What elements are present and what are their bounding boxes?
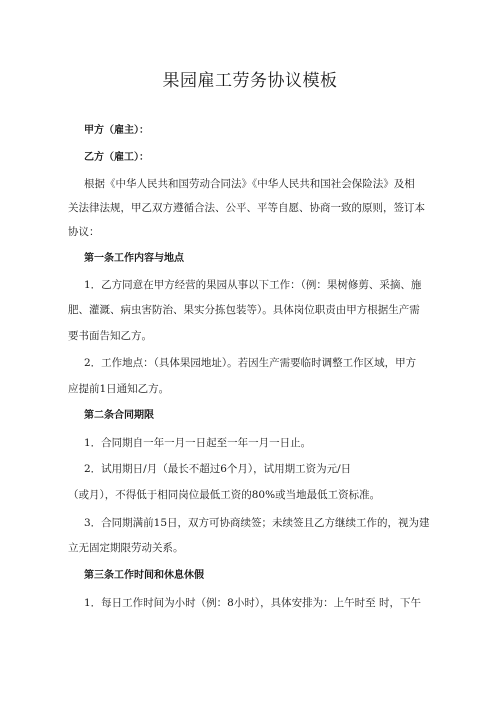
section-line: 肥、灌溉、病虫害防治、果实分拣包装等）。具体岗位职责由甲方根据生产需 (68, 304, 420, 316)
section-line: 1．乙方同意在甲方经营的果园从事以下工作：（例：果树修剪、采摘、施 (84, 279, 422, 291)
section-line: 2．试用期日/月（最长不超过6个月），试用期工资为元/日 (84, 463, 352, 475)
section-line: 2．工作地点：（具体果园地址）。若因生产需要临时调整工作区域，甲方 (84, 357, 417, 369)
section-line: 1．合同期自一年一月一日起至一年一月一日止。 (84, 437, 312, 449)
document-title: 果园雇工劳务协议模板 (162, 71, 338, 91)
section-heading: 第三条工作时间和休息休假 (84, 570, 204, 581)
section-line: 立无固定期限劳动关系。 (68, 542, 184, 554)
section-heading: 第一条工作内容与地点 (84, 253, 184, 264)
party-b-label: 乙方（雇工）： (84, 152, 149, 163)
section-line: 1．每日工作时间为小时（例：8小时），具体安排为：上午时至 时，下午 (84, 597, 421, 609)
section-line: 3．合同期满前15日，双方可协商续签；未续签且乙方继续工作的，视为建 (84, 517, 430, 529)
section-line: （或月），不得低于相同岗位最低工资的80%或当地最低工资标准。 (68, 489, 381, 501)
section-heading: 第二条合同期限 (84, 410, 154, 421)
preamble-line: 协议： (68, 226, 100, 238)
party-a-label: 甲方（雇主）： (84, 125, 149, 136)
section-line: 要书面告知乙方。 (68, 330, 152, 342)
preamble-line: 根据《中华人民共和国劳动合同法》《中华人民共和国社会保险法》及相 (84, 178, 415, 190)
section-line: 应提前1日通知乙方。 (68, 383, 170, 395)
preamble-line: 关法律法规，甲乙双方遵循合法、公平、平等自愿、协商一致的原则，签订本 (68, 202, 425, 214)
